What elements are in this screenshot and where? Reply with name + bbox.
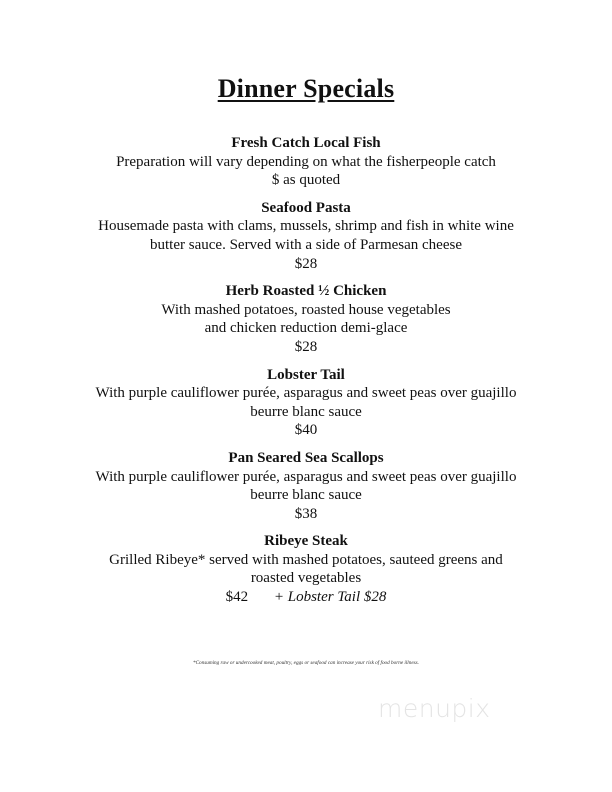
item-price: $ as quoted <box>271 172 341 189</box>
item-price-line <box>0 171 612 190</box>
item-description-line: With purple cauliflower purée, asparagus and sweet peas over guajillo <box>95 385 517 402</box>
page-title: Dinner Specials <box>217 74 395 103</box>
item-price-line <box>0 505 612 524</box>
item-description-line: With mashed potatoes, roasted house vegetables <box>161 301 451 318</box>
item-description-line: beurre blanc sauce <box>250 487 362 504</box>
item-price: $38 <box>294 505 318 522</box>
menu-item <box>0 366 612 440</box>
item-price-line <box>0 338 612 357</box>
item-name: Ribeye Steak <box>264 533 348 550</box>
item-description-line: and chicken reduction demi-glace <box>204 320 408 337</box>
item-addon-price: + Lobster Tail $28 <box>273 589 387 606</box>
item-description-line: beurre blanc sauce <box>250 403 362 420</box>
menu-item <box>0 134 612 190</box>
item-name: Fresh Catch Local Fish <box>231 135 381 151</box>
menu-item <box>0 282 612 356</box>
item-description-line: Preparation will vary depending on what the fisherpeople catch <box>116 153 496 170</box>
menu-items <box>0 134 612 616</box>
item-description-line: roasted vegetables <box>250 570 362 587</box>
item-name: Seafood Pasta <box>261 199 351 216</box>
item-description-line: With purple cauliflower purée, asparagus and sweet peas over guajillo <box>95 468 517 485</box>
item-price: $40 <box>294 422 318 439</box>
item-price-line <box>0 255 612 274</box>
item-price: $28 <box>294 338 318 355</box>
item-price: $42 <box>225 589 249 606</box>
item-description-line: Grilled Ribeye* served with mashed potatoes, sauteed greens and <box>109 551 503 568</box>
item-price-line <box>0 421 612 440</box>
item-price-line <box>0 588 612 607</box>
item-name: Lobster Tail <box>267 366 345 383</box>
menu-item <box>0 532 612 606</box>
menupix-watermark: menupix <box>378 694 491 723</box>
item-name: Pan Seared Sea Scallops <box>228 449 384 466</box>
food-safety-disclaimer: *Consuming raw or undercooked meat, poultry, eggs or seafood can increase your risk of food borne illness. <box>193 660 419 666</box>
item-description-line: Housemade pasta with clams, mussels, shrimp and fish in white wine <box>98 218 514 235</box>
item-description-line: butter sauce. Served with a side of Parmesan cheese <box>150 236 462 253</box>
menu-item <box>0 449 612 523</box>
item-name: Herb Roasted ½ Chicken <box>225 283 387 300</box>
menu-item <box>0 199 612 273</box>
item-price: $28 <box>294 255 318 272</box>
